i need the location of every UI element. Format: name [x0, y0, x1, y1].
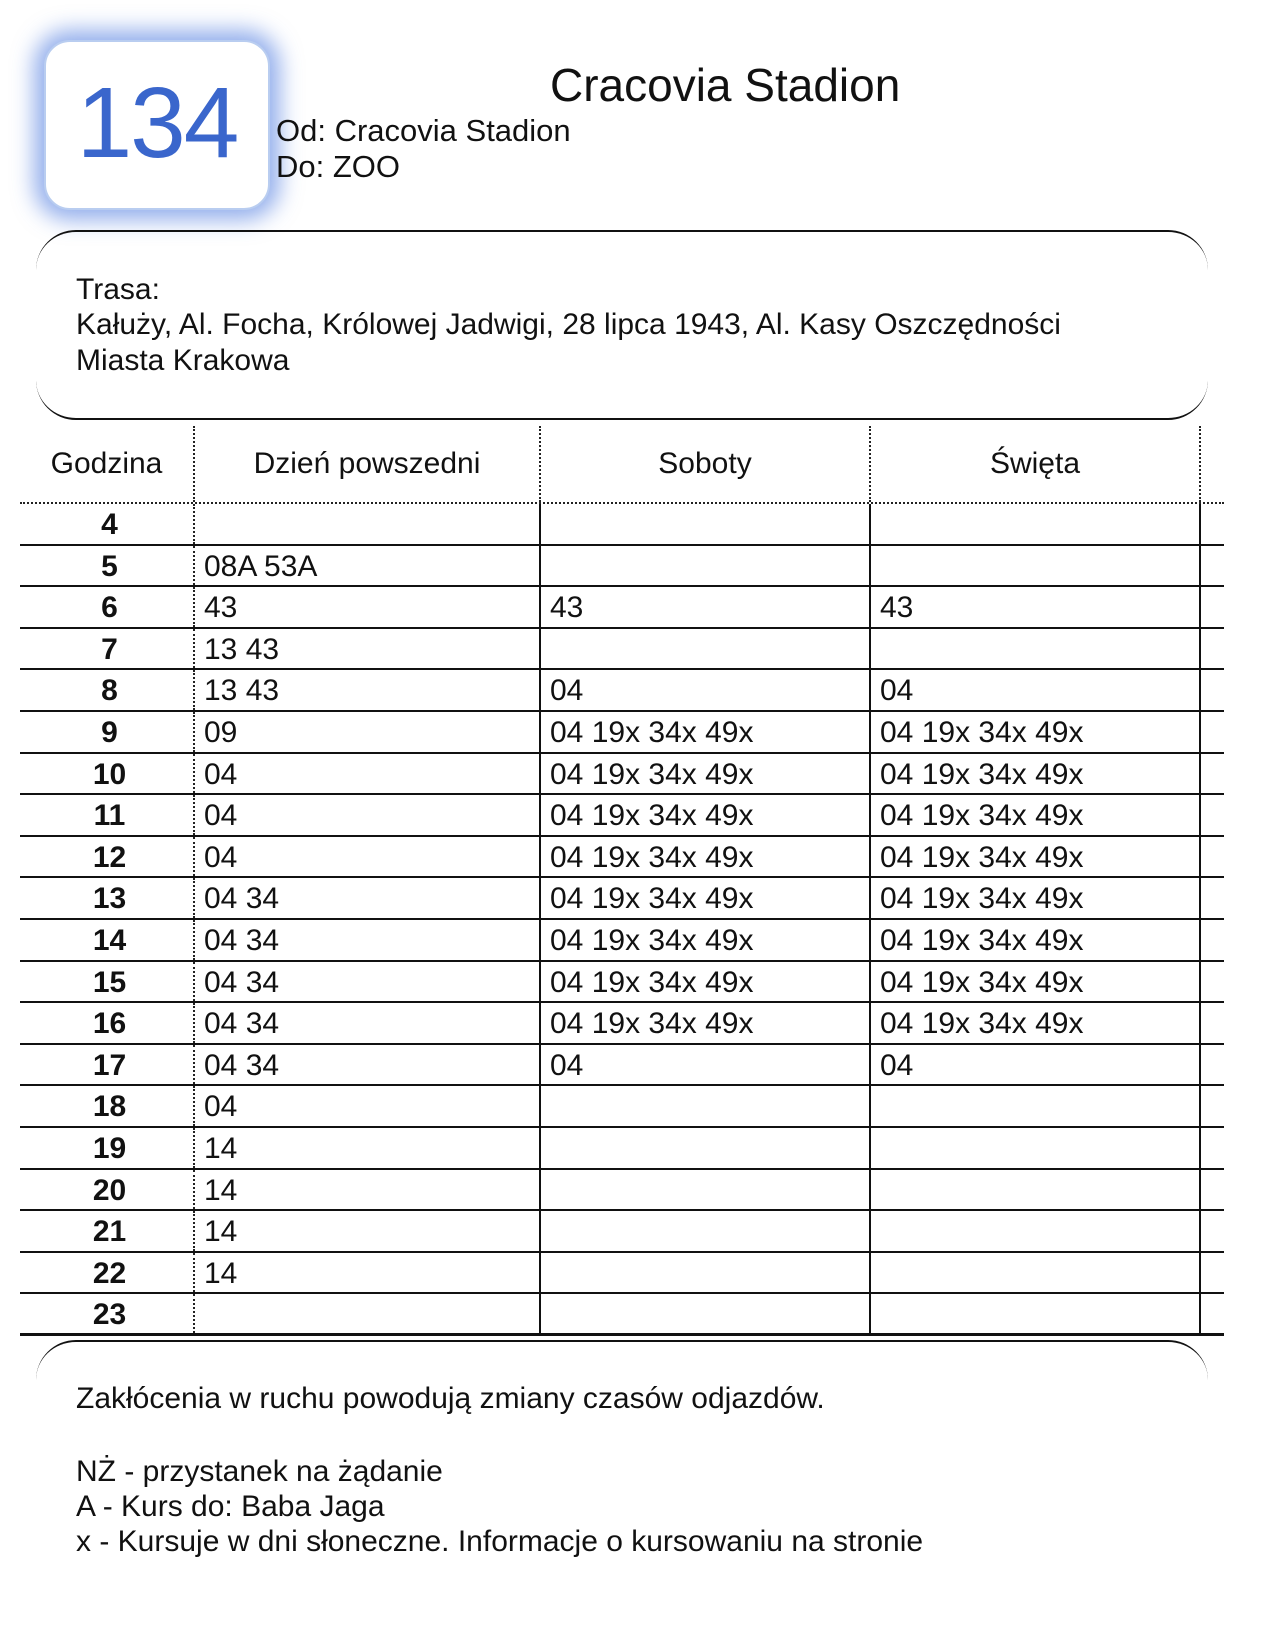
saturday-departures-cell [541, 629, 871, 669]
timetable-row [20, 878, 1224, 920]
saturday-departures-cell: 04 19x 34x 49x [541, 837, 871, 877]
legend [76, 1454, 923, 1559]
hour-cell: 16 [20, 1003, 195, 1043]
timetable-row [20, 962, 1224, 1004]
holiday-departures-cell: 04 19x 34x 49x [871, 962, 1201, 1002]
weekday-departures-cell: 13 43 [195, 670, 541, 710]
saturday-departures-cell: 43 [541, 587, 871, 627]
holiday-departures-cell: 04 [871, 670, 1201, 710]
timetable-row [20, 629, 1224, 671]
holiday-departures-cell [871, 546, 1201, 586]
saturday-departures-cell [541, 1128, 871, 1168]
timetable-header [20, 426, 1224, 504]
timetable-row [20, 1003, 1224, 1045]
timetable-row [20, 1128, 1224, 1170]
holiday-departures-cell [871, 1170, 1201, 1210]
weekday-departures-cell: 04 [195, 837, 541, 877]
holiday-departures-cell [871, 1294, 1201, 1333]
saturday-departures-cell: 04 19x 34x 49x [541, 795, 871, 835]
route-box [36, 230, 1208, 420]
timetable-row [20, 587, 1224, 629]
weekday-departures-cell: 08A 53A [195, 546, 541, 586]
holiday-departures-cell: 04 19x 34x 49x [871, 920, 1201, 960]
column-header-saturday: Soboty [541, 426, 871, 502]
holiday-departures-cell: 04 19x 34x 49x [871, 754, 1201, 794]
weekday-departures-cell [195, 1294, 541, 1333]
hour-cell: 18 [20, 1086, 195, 1126]
weekday-departures-cell: 04 34 [195, 1045, 541, 1085]
saturday-departures-cell: 04 [541, 670, 871, 710]
timetable-row [20, 754, 1224, 796]
hour-cell: 5 [20, 546, 195, 586]
legend-item: A - Kurs do: Baba Jaga [76, 1490, 385, 1524]
weekday-departures-cell: 04 [195, 1086, 541, 1126]
disruption-notice: Zakłócenia w ruchu powodują zmiany czasów odjazdów. [76, 1382, 825, 1415]
notes-box [36, 1340, 1208, 1640]
route-to: Do: ZOO [276, 149, 401, 184]
weekday-departures-cell: 04 [195, 754, 541, 794]
holiday-departures-cell: 04 19x 34x 49x [871, 878, 1201, 918]
holiday-departures-cell: 43 [871, 587, 1201, 627]
route-from: Od: Cracovia Stadion [276, 113, 571, 148]
hour-cell: 9 [20, 712, 195, 752]
saturday-departures-cell [541, 1170, 871, 1210]
route-label: Trasa: [76, 273, 160, 306]
timetable-row [20, 1211, 1224, 1253]
saturday-departures-cell [541, 546, 871, 586]
line-number-badge [44, 40, 270, 210]
hour-cell: 14 [20, 920, 195, 960]
weekday-departures-cell: 13 43 [195, 629, 541, 669]
column-header-holiday: Święta [871, 426, 1201, 502]
line-number: 134 [76, 67, 238, 179]
route-streets-line2: Miasta Krakowa [76, 343, 290, 377]
weekday-departures-cell: 14 [195, 1170, 541, 1210]
holiday-departures-cell [871, 629, 1201, 669]
hour-cell: 21 [20, 1211, 195, 1251]
hour-cell: 22 [20, 1253, 195, 1293]
hour-cell: 10 [20, 754, 195, 794]
hour-cell: 7 [20, 629, 195, 669]
saturday-departures-cell: 04 19x 34x 49x [541, 962, 871, 1002]
hour-cell: 6 [20, 587, 195, 627]
saturday-departures-cell: 04 19x 34x 49x [541, 920, 871, 960]
holiday-departures-cell [871, 1128, 1201, 1168]
column-header-hour: Godzina [20, 426, 195, 502]
holiday-departures-cell [871, 1086, 1201, 1126]
timetable-body [20, 504, 1224, 1336]
timetable-row [20, 1253, 1224, 1295]
weekday-departures-cell [195, 504, 541, 544]
weekday-departures-cell: 04 34 [195, 920, 541, 960]
hour-cell: 17 [20, 1045, 195, 1085]
hour-cell: 20 [20, 1170, 195, 1210]
timetable-row [20, 795, 1224, 837]
saturday-departures-cell [541, 504, 871, 544]
hour-cell: 23 [20, 1294, 195, 1333]
timetable-row [20, 1170, 1224, 1212]
saturday-departures-cell: 04 [541, 1045, 871, 1085]
stop-name: Cracovia Stadion [550, 59, 901, 111]
holiday-departures-cell [871, 1211, 1201, 1251]
hour-cell: 8 [20, 670, 195, 710]
saturday-departures-cell: 04 19x 34x 49x [541, 878, 871, 918]
weekday-departures-cell: 14 [195, 1211, 541, 1251]
hour-cell: 11 [20, 795, 195, 835]
holiday-departures-cell: 04 [871, 1045, 1201, 1085]
column-header-weekday: Dzień powszedni [195, 426, 541, 502]
weekday-departures-cell: 04 34 [195, 962, 541, 1002]
route-description [76, 272, 1176, 378]
saturday-departures-cell [541, 1086, 871, 1126]
weekday-departures-cell: 04 34 [195, 878, 541, 918]
timetable-row [20, 504, 1224, 546]
saturday-departures-cell [541, 1253, 871, 1293]
holiday-departures-cell: 04 19x 34x 49x [871, 1003, 1201, 1043]
holiday-departures-cell [871, 504, 1201, 544]
hour-cell: 4 [20, 504, 195, 544]
weekday-departures-cell: 14 [195, 1128, 541, 1168]
weekday-departures-cell: 04 34 [195, 1003, 541, 1043]
weekday-departures-cell: 43 [195, 587, 541, 627]
timetable-row [20, 1045, 1224, 1087]
holiday-departures-cell: 04 19x 34x 49x [871, 712, 1201, 752]
saturday-departures-cell: 04 19x 34x 49x [541, 754, 871, 794]
legend-item: NŻ - przystanek na żądanie [76, 1455, 443, 1488]
timetable-row [20, 1294, 1224, 1336]
hour-cell: 12 [20, 837, 195, 877]
timetable-row [20, 670, 1224, 712]
legend-item: x - Kursuje w dni słoneczne. Informacje o kursowaniu na stronie [76, 1525, 924, 1559]
timetable-row [20, 837, 1224, 879]
timetable [20, 426, 1224, 1336]
weekday-departures-cell: 09 [195, 712, 541, 752]
holiday-departures-cell [871, 1253, 1201, 1293]
saturday-departures-cell: 04 19x 34x 49x [541, 712, 871, 752]
hour-cell: 13 [20, 878, 195, 918]
saturday-departures-cell [541, 1211, 871, 1251]
holiday-departures-cell: 04 19x 34x 49x [871, 795, 1201, 835]
hour-cell: 19 [20, 1128, 195, 1168]
saturday-departures-cell [541, 1294, 871, 1333]
weekday-departures-cell: 14 [195, 1253, 541, 1293]
holiday-departures-cell: 04 19x 34x 49x [871, 837, 1201, 877]
weekday-departures-cell: 04 [195, 795, 541, 835]
timetable-row [20, 1086, 1224, 1128]
timetable-row [20, 546, 1224, 588]
timetable-row [20, 920, 1224, 962]
route-streets-line1: Kałuży, Al. Focha, Królowej Jadwigi, 28 lipca 1943, Al. Kasy Oszczędności [76, 308, 1061, 342]
saturday-departures-cell: 04 19x 34x 49x [541, 1003, 871, 1043]
timetable-row [20, 712, 1224, 754]
hour-cell: 15 [20, 962, 195, 1002]
